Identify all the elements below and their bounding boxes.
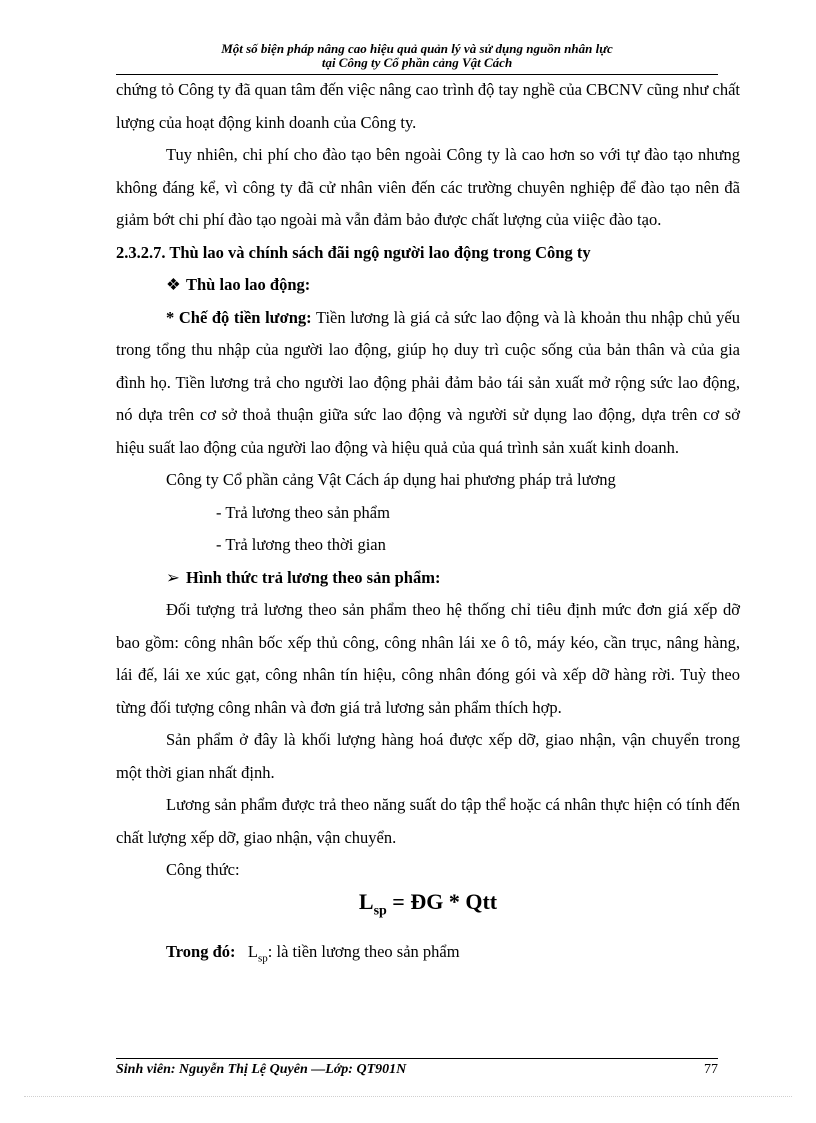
arrow-bullet-icon: ➢ xyxy=(166,567,180,587)
bullet-remuneration xyxy=(166,269,740,302)
footer-author: Sinh viên: Nguyễn Thị Lệ Quyên —Lớp: QT901N xyxy=(116,1062,407,1077)
definition-text: : là tiền lương theo sản phẩm xyxy=(267,941,460,961)
paragraph-productivity: Lương sản phẩm được trả theo năng suất do tập thể hoặc cá nhân thực hiện có tính đến chất lượng xếp dỡ, giao nhận, vận chuyển. xyxy=(116,795,740,847)
paragraph-training-cost: Tuy nhiên, chi phí cho đào tạo bên ngoài Công ty là cao hơn so với tự đào tạo nhưng không đáng kể, vì công ty đã cử nhân viên đến các trường chuyên nghiệp để đào tạo nên đã giảm bớt chi phí đào tạo ngoài mà vẫn đảm bảo được chất lượng của viiệc đào tạo. xyxy=(116,145,740,229)
paragraph-continuation: chứng tỏ Công ty đã quan tâm đến việc nâng cao trình độ tay nghề của CBCNV cũng như chất lượng của hoạt động kinh doanh của Công ty. xyxy=(116,80,740,132)
header-line-2: tại Công ty Cổ phần cảng Vật Cách xyxy=(321,55,513,70)
list-item-piece-rate: - Trả lương theo sản phẩm xyxy=(216,502,390,522)
header-line-1: Một số biện pháp nâng cao hiệu quả quản lý và sử dụng nguồn nhân lực xyxy=(221,41,613,56)
definition-variable: L xyxy=(247,941,258,961)
running-footer xyxy=(116,1062,718,1078)
formula-subscript: sp xyxy=(373,902,387,918)
list-item-time-rate: - Trả lương theo thời gian xyxy=(216,535,386,554)
footer-rule xyxy=(116,1058,718,1059)
formula-definition xyxy=(166,936,740,975)
page-body xyxy=(116,74,740,975)
running-header xyxy=(116,42,718,70)
salary-regime-lead: * Chế độ tiền lương: xyxy=(166,307,312,327)
formula-rhs: = ĐG * Qtt xyxy=(386,888,498,914)
bullet-piece-rate-label: Hình thức trả lương theo sản phẩm: xyxy=(186,567,441,587)
formula xyxy=(116,887,740,936)
formula-variable: L xyxy=(358,888,374,914)
diamond-bullet-icon: ❖ xyxy=(166,275,181,294)
bullet-remuneration-label: Thù lao lao động: xyxy=(186,275,311,294)
formula-label: Công thức: xyxy=(166,860,240,879)
paragraph-salary-regime xyxy=(116,302,740,465)
definition-subscript: sp xyxy=(258,952,268,965)
salary-regime-text: Tiền lương là giá cả sức lao động và là khoản thu nhập chủ yếu trong tổng thu nhập của người lao động, giúp họ duy trì cuộc sống của bản thân và của gia đình họ. Tiền lương trả cho người lao động phải đảm bảo tái sản xuất mở rộng sức lao động, nó dựa trên cơ sở thoả thuận giữa sức lao động và người sử dụng lao động, dựa trên cơ sở hiệu suất lao động của người lao động và hiệu quả của quá trình sản xuất kinh doanh. xyxy=(116,307,740,457)
page-edge xyxy=(24,1096,792,1097)
paragraph-pay-methods: Công ty Cổ phần cảng Vật Cách áp dụng hai phương pháp trả lương xyxy=(166,470,616,489)
section-heading: 2.3.2.7. Thù lao và chính sách đãi ngộ người lao động trong Công ty xyxy=(116,242,591,262)
page-number: 77 xyxy=(704,1062,718,1077)
bullet-piece-rate-form xyxy=(166,562,740,595)
paragraph-product-definition: Sản phẩm ở đây là khối lượng hàng hoá được xếp dỡ, giao nhận, vận chuyển trong một thời gian nhất định. xyxy=(116,730,740,782)
paragraph-subjects: Đối tượng trả lương theo sản phẩm theo hệ thống chỉ tiêu định mức đơn giá xếp dỡ bao gồm: công nhân bốc xếp thủ công, công nhân lái xe ô tô, máy kéo, cần trục, nâng hàng, lái đế, lái xe xúc gạt, công nhân tín hiệu, công nhân đóng gói và xếp dỡ hàng rời. Tuỳ theo từng đối tượng công nhân và đơn giá trả lương sản phẩm thích hợp. xyxy=(116,600,740,717)
definition-label: Trong đó: xyxy=(166,941,236,961)
